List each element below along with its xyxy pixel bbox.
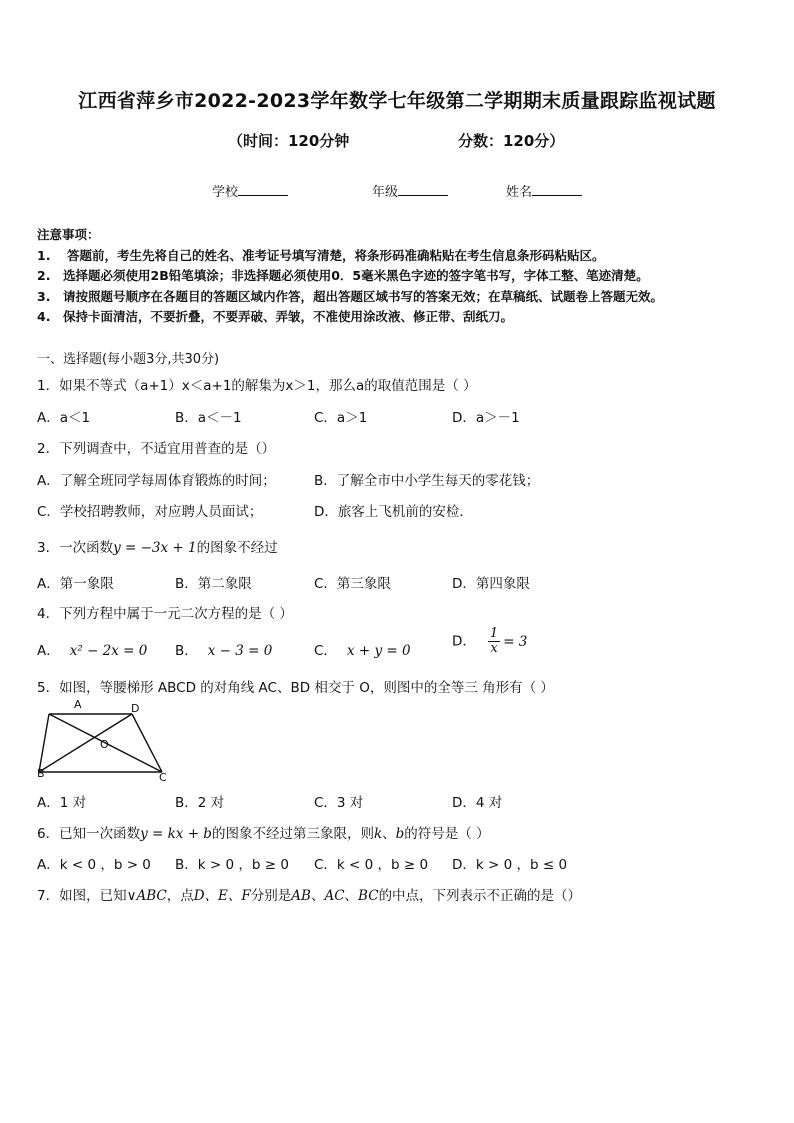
side-dc: [132, 714, 162, 772]
q3-function: y = −3x + 1: [113, 540, 197, 556]
q5-option-a: A．1 对: [37, 795, 87, 811]
q5-option-b: B．2 对: [175, 795, 225, 811]
grade-label: 年级: [372, 185, 399, 200]
grade-blank: [398, 183, 448, 196]
q6-option-c: C．k < 0 ，b ≥ 0: [314, 857, 429, 873]
note-item: 1. 答题前，考生先将自己的姓名、准考证号填写清楚，将条形码准确粘贴在考生信息条形码粘贴区。: [37, 248, 605, 263]
note-item: 4. 保持卡面清洁，不要折叠，不要弄破、弄皱，不准使用涂改液、修正带、刮纸刀。: [37, 309, 514, 324]
time-info: （时间：120分钟: [228, 132, 350, 150]
question-1-stem: 1．如果不等式（a+1）x＜a+1的解集为x＞1，那么a的取值范围是（ ）: [37, 378, 477, 394]
name-blank: [532, 183, 582, 196]
grade-field: [372, 181, 448, 200]
diagonal-bd: [39, 714, 132, 772]
q2-option-b: B．了解全市中小学生每天的零花钱；: [314, 473, 540, 489]
page-title: 江西省萍乡市2022-2023学年数学七年级第二学期期末质量跟踪监视试题: [78, 90, 716, 112]
q4-option-c: C． x + y = 0: [314, 643, 411, 659]
q2-option-a: A．了解全班同学每周体育锻炼的时间；: [37, 473, 276, 489]
school-field: [212, 181, 288, 200]
vertex-d-label: D: [131, 702, 140, 715]
name-label: 姓名: [506, 185, 533, 200]
q6-function: y = kx + b: [140, 826, 212, 842]
question-5-stem: 5．如图，等腰梯形 ABCD 的对角线 AC、BD 相交于 O，则图中的全等三 角形有（ ）: [37, 680, 554, 696]
question-2-stem: 2．下列调查中，不适宜用普查的是（）: [37, 441, 276, 457]
vertex-c-label: C: [159, 771, 167, 784]
q4-option-b: B． x − 3 = 0: [175, 643, 273, 659]
q4-option-a: A． x² − 2x = 0: [37, 643, 148, 659]
q3-option-c: C．第三象限: [314, 576, 391, 592]
score-info: 分数：120分）: [458, 132, 565, 150]
q5-option-c: C．3 对: [314, 795, 364, 811]
point-o-label: O: [100, 738, 109, 751]
q3-option-a: A．第一象限: [37, 576, 114, 592]
vertex-a-label: A: [74, 698, 82, 711]
q1-option-a: A．a＜1: [37, 410, 91, 426]
q6-option-d: D．k > 0 ，b ≤ 0: [452, 857, 568, 873]
q1-option-b: B．a＜－1: [175, 410, 242, 426]
side-ab: [39, 714, 49, 772]
q3-option-b: B．第二象限: [175, 576, 252, 592]
q1-option-c: C．a＞1: [314, 410, 368, 426]
q5-option-d: D．4 对: [452, 795, 503, 811]
school-blank: [238, 183, 288, 196]
school-label: 学校: [212, 185, 239, 200]
question-7-stem: 7．如图，已知∨ABC，点D、E、F分别是AB、AC、BC的中点，下列表示不正确的是（）: [37, 888, 582, 904]
question-4-stem: 4．下列方程中属于一元二次方程的是（ ）: [37, 606, 293, 622]
trapezoid-figure: [34, 698, 174, 784]
note-item: 2. 选择题必须使用2B铅笔填涂；非选择题必须使用0．5毫米黑色字迹的签字笔书写，字体工整、笔迹清楚。: [37, 268, 649, 283]
q3-option-d: D．第四象限: [452, 576, 530, 592]
q2-option-c: C．学校招聘教师，对应聘人员面试；: [37, 504, 263, 520]
name-field: [506, 181, 582, 200]
question-6-stem: 6．已知一次函数y = kx + b的图象不经过第三象限，则k、b的符号是（ ）: [37, 826, 490, 842]
q2-option-d: D．旅客上飞机前的安检．: [314, 504, 473, 520]
q6-option-a: A．k < 0 ，b > 0: [37, 857, 151, 873]
section-heading: 一、选择题(每小题3分,共30分): [37, 352, 220, 367]
question-3-stem: 3．一次函数y = −3x + 1的图象不经过: [37, 540, 278, 556]
notes-title: 注意事项：: [37, 227, 100, 242]
q6-option-b: B．k > 0 ，b ≥ 0: [175, 857, 289, 873]
q4-option-d: D． $\frac{1}{x}$ = 3: [452, 626, 528, 656]
q4-fraction: $\frac{1}{x}$: [489, 626, 499, 656]
note-item: 3. 请按照题号顺序在各题目的答题区域内作答，超出答题区域书写的答案无效；在草稿纸、试题卷上答题无效。: [37, 289, 664, 304]
vertex-b-label: B: [37, 767, 45, 780]
q1-option-d: D．a＞－1: [452, 410, 520, 426]
